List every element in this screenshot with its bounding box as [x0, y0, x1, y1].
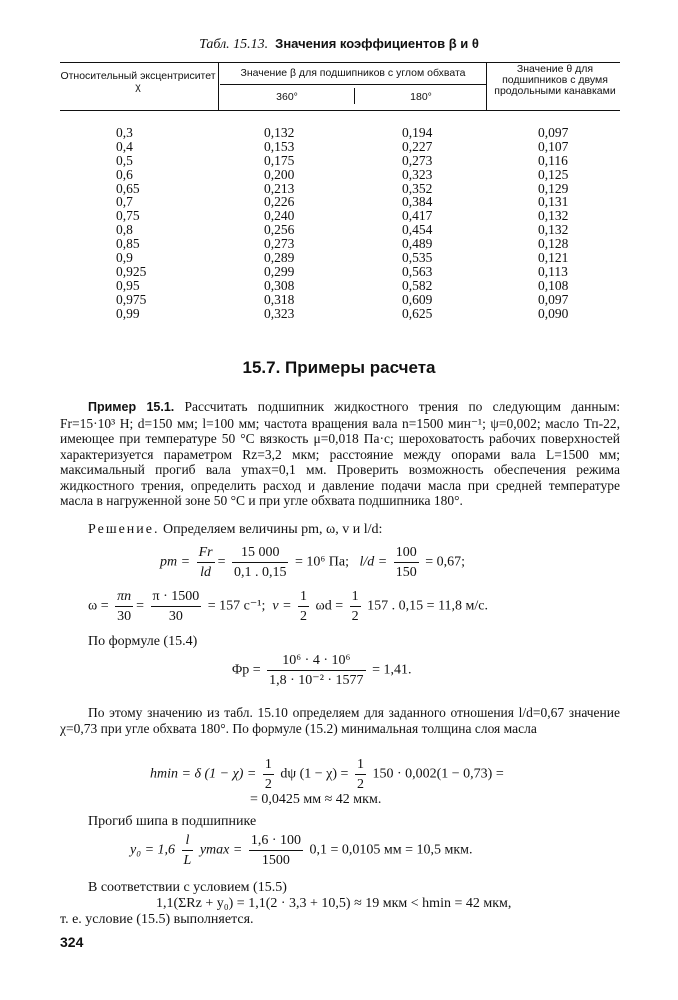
table-cell: 0,213: [264, 180, 295, 196]
table-cell: 0,75: [116, 208, 140, 224]
table-cell: 0,323: [264, 305, 295, 321]
y0-rest: 0,1 = 0,0105 мм = 10,5 мкм.: [309, 842, 473, 858]
table-cell: 0,128: [538, 236, 569, 252]
table-cell: 0,132: [538, 208, 569, 224]
pm-rest: = 10⁶ Па;: [294, 554, 349, 570]
table-header-beta: Значение β для подшипников с углом обхвата: [240, 67, 466, 79]
table-cell: 0,352: [402, 180, 433, 196]
table-divider-2: [486, 62, 487, 110]
table-cell: 0,625: [402, 305, 433, 321]
table-cell: 0,097: [538, 291, 569, 307]
example-text: Рассчитать подшипник жидкостного трения по следующим данным: Fr=15·10³ Н; d=150 мм; l=100 мм; частота вращения вала n=1500 мин⁻¹; ψ=0,002; масло Тп-22, имеющее при температуре 50 °С вязкость μ=0,018 Па·с; шероховатость рабочих поверхностей характеризуется параметром Rz=3,2 мкм; расстояние между опорами вала L=1500 мм; максимальный прогиб вала ymax=0,1 мм. Проверить возможность обеспечения режима жидкостного трения, определить расход и давление подачи масла при средней температуре масла в нагруженной зоне 50 °С и при угле обхвата подшипника 180°.: [60, 399, 620, 508]
table-header-theta: Значение θ для подшипников с двумя продольными канавками: [494, 63, 616, 97]
v-fraction-2: $\frac{1}{2}$: [351, 589, 359, 624]
v-fraction-1: $\frac{1}{2}$: [300, 589, 308, 624]
pm-fraction-2: $\frac{15 000}{0,1 . 0,15}$: [233, 545, 287, 580]
table-cell: 0,323: [402, 166, 433, 182]
omega-lhs: ω =: [88, 598, 109, 614]
table-cell: 0,273: [402, 152, 433, 168]
table-cell: 0,85: [116, 236, 140, 252]
table-cell: 0,108: [538, 277, 569, 293]
table-cell: 0,417: [402, 208, 433, 224]
table-cell: 0,4: [116, 138, 133, 154]
table-cell: 0,609: [402, 291, 433, 307]
table-cell: 0,289: [264, 250, 295, 266]
formula-phi: [232, 652, 411, 689]
table-cell: 0,132: [538, 222, 569, 238]
v-mid: ωd =: [315, 598, 344, 614]
table-cell: 0,8: [116, 222, 133, 238]
table-cell: 0,7: [116, 194, 133, 210]
hmin-rest: 150 · 0,002(1 − 0,73) =: [372, 766, 504, 782]
hmin-lhs: hmin = δ (1 − χ) =: [150, 766, 257, 782]
table-cell: 0,153: [264, 138, 295, 154]
deflection-intro: Прогиб шипа в подшипнике: [88, 814, 257, 829]
table-cell: 0,563: [402, 263, 433, 279]
table-cell: 0,113: [538, 263, 568, 279]
chi-paragraph: [60, 705, 620, 736]
omega-rest: = 157 с⁻¹;: [207, 598, 266, 614]
table-cell: 0,116: [538, 152, 568, 168]
hmin-mid: dψ (1 − χ) =: [280, 766, 349, 782]
table-column-theta: [538, 126, 568, 320]
table-cell: 0,256: [264, 222, 295, 238]
table-cell: 0,3: [116, 125, 133, 140]
table-caption: [0, 36, 678, 53]
v-rest: 157 . 0,15 = 11,8 м/с.: [367, 598, 489, 614]
phi-lhs: Φp =: [232, 662, 261, 678]
section-title: 15.7. Примеры расчета: [242, 358, 436, 377]
example-paragraph: [60, 399, 620, 509]
condition-end: т. е. условие (15.5) выполняется.: [60, 912, 254, 927]
by-formula-line: По формуле (15.4): [88, 634, 198, 649]
table-cell: 0,226: [264, 194, 295, 210]
y0-fraction-1: $\frac{l}{L}$: [183, 833, 192, 868]
table-header-beta-360: 360°: [276, 91, 298, 103]
hmin-result: = 0,0425 мм ≈ 42 мкм.: [250, 792, 382, 807]
table-cell: 0,132: [264, 125, 295, 140]
hmin-fraction-1: $\frac{1}{2}$: [264, 757, 272, 792]
omega-fraction-2: $\frac{\pi \cdot 1500}{30}$: [152, 589, 200, 624]
condition-formula: 1,1(ΣRz + y₀) = 1,1(2 · 3,3 + 10,5) ≈ 19 мкм < hmin = 42 мкм,: [156, 896, 512, 911]
solution-text: Определяем величины pm, ω, v и l/d:: [163, 522, 383, 537]
table-caption-label: Табл. 15.13.: [199, 37, 269, 52]
table-cell: 0,454: [402, 222, 433, 238]
omega-fraction-1: $\frac{\pi n}{30}$: [117, 589, 132, 624]
table-cell: 0,129: [538, 180, 569, 196]
table-cell: 0,125: [538, 166, 569, 182]
table-divider-1: [218, 62, 219, 110]
table-subheader-rule: [220, 84, 486, 85]
table-cell: 0,308: [264, 277, 295, 293]
y0-lhs: y₀ = 1,6: [130, 842, 176, 858]
solution-line: [88, 522, 382, 538]
table-cell: 0,194: [402, 125, 433, 140]
example-label: Пример 15.1.: [88, 400, 175, 414]
table-cell: 0,240: [264, 208, 295, 224]
condition-intro: В соответствии с условием (15.5): [88, 880, 287, 895]
table-cell: 0,5: [116, 152, 133, 168]
table-cell: 0,582: [402, 277, 433, 293]
hmin-fraction-2: $\frac{1}{2}$: [356, 757, 364, 792]
table-cell: 0,097: [538, 125, 569, 140]
table-cell: 0,273: [264, 236, 295, 252]
table-cell: 0,200: [264, 166, 295, 182]
formula-omega: ω = $\frac{\pi n}{30}$ = $\frac{\pi \cdot 1500}{30}$ = 157 с⁻¹; v = $\frac{1}{2}$ ωd = $\frac{1}{2}$ 157 . 0,15 = 11,8 м/с.: [88, 589, 489, 624]
pm-fraction-1: $\frac{Fr}{ld}$: [198, 545, 213, 580]
formula-hmin: [150, 756, 504, 793]
formula-y0: [130, 832, 473, 869]
table-column-chi: [116, 126, 146, 320]
table-cell: 0,925: [116, 263, 147, 279]
table-cell: 0,121: [538, 250, 569, 266]
solution-lead: Решение.: [88, 522, 160, 537]
table-column-beta-180: [402, 126, 432, 320]
table-cell: 0,384: [402, 194, 433, 210]
v-lhs: v =: [272, 598, 292, 614]
table-column-beta-360: [264, 126, 294, 320]
ld-lhs: l/d =: [359, 554, 388, 570]
phi-rest: = 1,41.: [372, 662, 412, 678]
table-cell: 0,131: [538, 194, 569, 210]
table-cell: 0,6: [116, 166, 133, 182]
ld-rest: = 0,67;: [425, 554, 465, 570]
table-header-chi: Относительный эксцентриситет χ: [60, 70, 216, 93]
table-caption-title: Значения коэффициентов β и θ: [275, 36, 479, 51]
pm-lhs: pm =: [160, 554, 191, 570]
table-cell: 0,318: [264, 291, 295, 307]
table-cell: 0,95: [116, 277, 140, 293]
chi-paragraph-text: По этому значению из табл. 15.10 определяем для заданного отношения l/d=0,67 значение χ=0,73 при угле обхвата 180°. По формуле (15.2) минимальная толщина слоя масла: [60, 705, 620, 736]
table-cell: 0,299: [264, 263, 295, 279]
table-cell: 0,535: [402, 250, 433, 266]
table-cell: 0,9: [116, 250, 133, 266]
y0-fraction-2: $\frac{1,6 \cdot 100}{1500}$: [250, 833, 301, 868]
table-cell: 0,489: [402, 236, 433, 252]
ld-fraction: $\frac{100}{150}$: [395, 545, 417, 580]
table-cell: 0,65: [116, 180, 140, 196]
table-cell: 0,99: [116, 305, 140, 321]
page-number: 324: [60, 934, 84, 950]
table-cell: 0,107: [538, 138, 569, 154]
phi-fraction: $\frac{\text{10⁶ · 4 · 10⁶}}{\text{1,8 · 10⁻² · 1577}}$: [269, 653, 364, 688]
table-cell: 0,090: [538, 305, 569, 321]
table-cell: 0,975: [116, 291, 147, 307]
table-cell: 0,175: [264, 152, 295, 168]
y0-mid: ymax =: [199, 842, 243, 858]
table-divider-sub: [354, 88, 355, 104]
table-header-bottom-rule: [60, 110, 620, 111]
table-cell: 0,227: [402, 138, 433, 154]
table-header-beta-180: 180°: [410, 91, 432, 103]
formula-pm: pm = $\frac{Fr}{ld}$ = $\frac{15 000}{0,1 . 0,15}$ = 10⁶ Па; l/d = $\frac{100}{150}$ = 0,67;: [160, 545, 465, 580]
